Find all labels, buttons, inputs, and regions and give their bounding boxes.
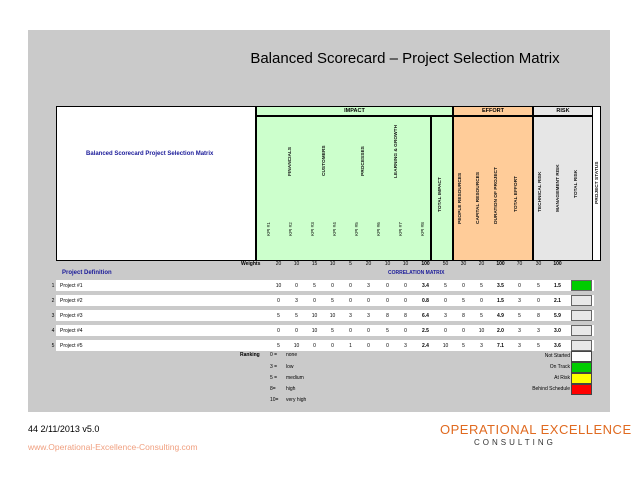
score-cell: 0 [386,298,389,304]
score-cell: 5 [444,283,447,289]
weight-cell: 30 [535,261,542,267]
row-number: 5 [51,343,55,349]
score-cell: 0 [295,328,298,334]
weight-cell: 30 [460,261,467,267]
duration-label: DURATION OF PROJECT [494,167,499,224]
score-cell: 0 [367,343,370,349]
score-cell: 8 [462,313,465,319]
kpi-label-1: KPI #1 [266,222,271,236]
weight-cell: 70 [516,261,523,267]
project-status-indicator [571,280,592,291]
row-number: 2 [51,298,55,304]
weight-cell: 10 [329,261,336,267]
project-status-indicator [571,310,592,321]
ranking-value: 5 = [270,375,278,381]
total-impact-label: TOTAL IMPACT [438,177,443,212]
score-cell: 0 [518,283,521,289]
score-cell: 3.5 [497,283,504,289]
score-cell: 3 [518,298,521,304]
legend-on-track-label: On Track [549,364,570,370]
weight-cell: 10 [293,261,300,267]
category-learning-growth: LEARNING & GROWTH [394,124,399,178]
score-cell: 3 [518,343,521,349]
correlation-matrix-label: CORRELATION MATRIX [388,270,445,276]
score-cell: 2.0 [497,328,504,334]
score-cell: 3.6 [554,343,561,349]
score-cell: 0.8 [422,298,429,304]
score-cell: 3 [480,343,483,349]
weight-cell: 20 [275,261,282,267]
project-status-indicator [571,340,592,351]
score-cell: 3.0 [554,328,561,334]
score-cell: 3.4 [422,283,429,289]
kpi-label-7: KPI #7 [398,222,403,236]
score-cell: 3 [349,313,352,319]
kpi-label-3: KPI #3 [310,222,315,236]
score-cell: 0 [313,298,316,304]
ranking-value: 0 = [270,352,278,358]
score-cell: 0 [367,298,370,304]
legend-on-track-swatch [571,362,592,373]
score-cell: 5 [462,298,465,304]
ranking-value: 10= [270,397,279,403]
score-cell: 5 [331,298,334,304]
project-name: Project #5 [60,343,83,349]
weight-cell: 20 [478,261,485,267]
weight-cell: 100 [496,261,505,267]
weight-cell: 15 [311,261,318,267]
ranking-text: high [286,386,296,392]
weight-cell: 10 [384,261,391,267]
score-cell: 0 [444,328,447,334]
project-status-label: PROJECT STATUS [595,161,600,204]
project-status-indicator [571,325,592,336]
score-cell: 3 [518,328,521,334]
score-cell: 0 [404,283,407,289]
weight-cell: 100 [553,261,562,267]
score-cell: 5 [462,343,465,349]
score-cell: 5 [518,313,521,319]
score-cell: 3 [537,328,540,334]
project-name: Project #4 [60,328,83,334]
score-cell: 8 [537,313,540,319]
score-cell: 5 [277,343,280,349]
score-cell: 3 [295,298,298,304]
project-status-indicator [571,295,592,306]
weight-cell: 100 [421,261,430,267]
score-cell: 0 [480,298,483,304]
score-cell: 10 [442,343,449,349]
score-cell: 1 [349,343,352,349]
legend-behind-swatch [571,384,592,395]
score-cell: 10 [329,313,336,319]
company-logo-sub: CONSULTING [474,438,556,447]
ranking-text: low [286,364,294,370]
score-cell: 8 [404,313,407,319]
score-cell: 10 [275,283,282,289]
matrix-label-cell [56,106,256,261]
matrix-label: Balanced Scorecard Project Selection Matrix [86,151,214,157]
score-cell: 5 [480,313,483,319]
score-cell: 8 [386,313,389,319]
ranking-text: medium [286,375,304,381]
weight-cell: 50 [442,261,449,267]
management-risk-label: MANAGEMENT RISK [556,164,561,212]
score-cell: 0 [295,283,298,289]
capital-resources-label: CAPITAL RESOURCES [476,171,481,224]
project-name: Project #2 [60,298,83,304]
ranking-text: none [286,352,298,358]
score-cell: 0 [331,343,334,349]
score-cell: 0 [537,298,540,304]
score-cell: 10 [311,313,318,319]
ranking-value: 3 = [270,364,278,370]
impact-kpi-area [256,116,431,261]
score-cell: 0 [444,298,447,304]
score-cell: 0 [277,328,280,334]
score-cell: 0 [404,298,407,304]
kpi-label-2: KPI #2 [288,222,293,236]
effort-label: EFFORT [482,108,504,114]
score-cell: 5 [480,283,483,289]
score-cell: 0 [462,283,465,289]
legend-at-risk-label: At Risk [554,375,570,381]
people-resources-label: PEOPLE RESOURCES [458,172,463,224]
weight-cell: 10 [402,261,409,267]
category-processes: PROCESSES [361,146,366,176]
score-cell: 5.9 [554,313,561,319]
score-cell: 10 [478,328,485,334]
category-customers: CUSTOMERS [322,145,327,176]
weights-label: Weights [241,261,261,267]
row-number: 1 [51,283,55,289]
weight-cell: 20 [365,261,372,267]
ranking-label: Ranking [240,352,260,358]
project-name: Project #1 [60,283,83,289]
project-definition-label: Project Definition [62,270,112,276]
score-cell: 6.4 [422,313,429,319]
weight-cell: 5 [349,261,352,267]
score-cell: 1.5 [554,283,561,289]
slide-title: Balanced Scorecard – Project Selection Matrix [250,50,560,67]
score-cell: 3 [404,343,407,349]
score-cell: 5 [295,313,298,319]
kpi-label-8: KPI #8 [420,222,425,236]
effort-area [453,116,533,261]
score-cell: 0 [331,283,334,289]
score-cell: 4.9 [497,313,504,319]
footer-url[interactable]: www.Operational-Excellence-Consulting.com [28,442,198,452]
category-financials: FINANCIALS [288,146,293,176]
score-cell: 0 [404,328,407,334]
project-name: Project #3 [60,313,83,319]
kpi-label-4: KPI #4 [332,222,337,236]
ranking-value: 8= [270,386,276,392]
score-cell: 10 [293,343,300,349]
score-cell: 3 [444,313,447,319]
score-cell: 0 [386,343,389,349]
legend-not-started-label: Not Started [544,353,570,359]
score-cell: 0 [313,343,316,349]
score-cell: 5 [537,343,540,349]
score-cell: 10 [311,328,318,334]
total-effort-label: TOTAL EFFORT [514,176,519,212]
score-cell: 5 [386,328,389,334]
score-cell: 0 [349,283,352,289]
score-cell: 2.5 [422,328,429,334]
score-cell: 0 [367,328,370,334]
score-cell: 5 [277,313,280,319]
score-cell: 0 [349,328,352,334]
score-cell: 5 [331,328,334,334]
kpi-label-5: KPI #5 [354,222,359,236]
score-cell: 0 [462,328,465,334]
score-cell: 1.5 [497,298,504,304]
score-cell: 2.4 [422,343,429,349]
technical-risk-label: TECHNICAL RISK [538,171,543,212]
legend-at-risk-swatch [571,373,592,384]
row-number: 3 [51,313,55,319]
score-cell: 0 [386,283,389,289]
score-cell: 3 [367,313,370,319]
selection-matrix-header [56,106,601,261]
score-cell: 7.1 [497,343,504,349]
risk-label: RISK [556,108,570,114]
footer-page-date: 44 2/11/2013 v5.0 [28,424,100,434]
impact-label: IMPACT [344,108,365,114]
score-cell: 0 [277,298,280,304]
company-logo: OPERATIONAL EXCELLENCE [440,422,632,437]
score-cell: 3 [367,283,370,289]
score-cell: 5 [537,283,540,289]
legend-not-started-swatch [571,351,592,362]
score-cell: 2.1 [554,298,561,304]
kpi-label-6: KPI #6 [376,222,381,236]
row-number: 4 [51,328,55,334]
score-cell: 0 [349,298,352,304]
total-risk-label: TOTAL RISK [574,169,579,198]
score-cell: 5 [313,283,316,289]
legend-behind-label: Behind Schedule [532,386,570,392]
ranking-text: very high [286,397,307,403]
